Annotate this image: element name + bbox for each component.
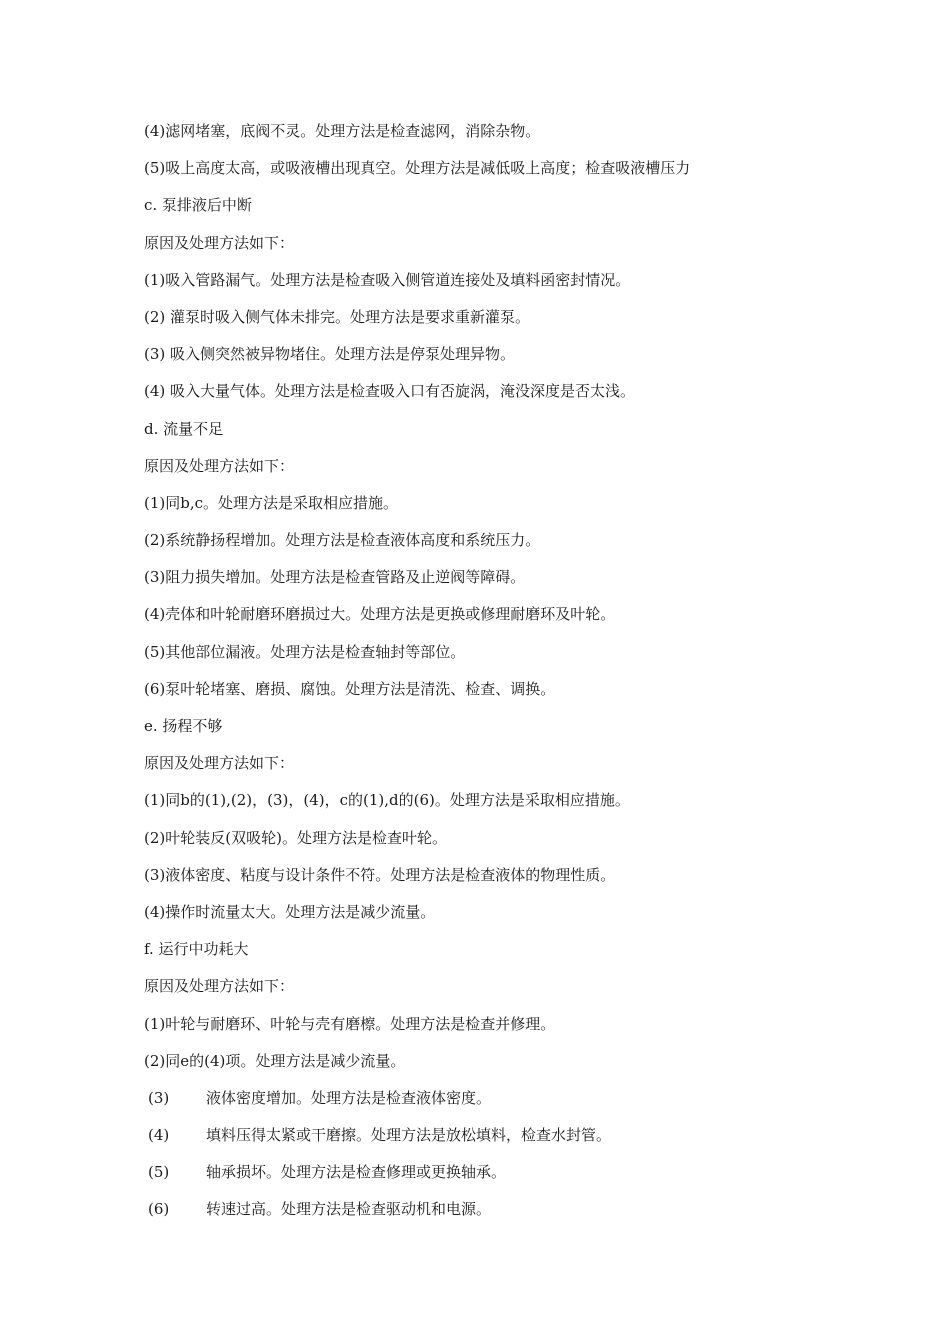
list-item-text: 轴承损坏。处理方法是检查修理或更换轴承。 [206, 1163, 507, 1182]
list-item-text: 转速过高。处理方法是检查驱动机和电源。 [206, 1200, 492, 1219]
text-line: (3)液体密度、粘度与设计条件不符。处理方法是检查液体的物理性质。 [144, 865, 616, 884]
text-line: (3) 吸入侧突然被异物堵住。处理方法是停泵处理异物。 [144, 345, 516, 364]
text-line: (2)系统静扬程增加。处理方法是检查液体高度和系统压力。 [144, 531, 541, 550]
list-item-text: 液体密度增加。处理方法是检查液体密度。 [206, 1088, 492, 1107]
document-body [144, 116, 824, 1232]
text-line: 原因及处理方法如下： [144, 977, 295, 996]
text-line: (5)其他部位漏液。处理方法是检查轴封等部位。 [144, 642, 466, 661]
text-line: (4)操作时流量太大。处理方法是减少流量。 [144, 902, 436, 921]
list-item-number: (4) [148, 1126, 170, 1145]
text-line: (1)吸入管路漏气。处理方法是检查吸入侧管道连接处及填料函密封情况。 [144, 270, 631, 289]
list-item-text: 填料压得太紧或干磨擦。处理方法是放松填料，检查水封管。 [206, 1126, 612, 1145]
list-item-number: (3) [148, 1088, 170, 1107]
text-line: (1)同b,c。处理方法是采取相应措施。 [144, 493, 399, 512]
text-line: (1)叶轮与耐磨环、叶轮与壳有磨檫。处理方法是检查并修理。 [144, 1014, 556, 1033]
text-line: (4) 吸入大量气体。处理方法是检查吸入口有否旋涡，淹没深度是否太浅。 [144, 382, 636, 401]
text-line: (4)壳体和叶轮耐磨环磨损过大。处理方法是更换或修理耐磨环及叶轮。 [144, 605, 616, 624]
section-heading: e. 扬程不够 [144, 717, 223, 735]
section-heading: d. 流量不足 [144, 419, 224, 438]
text-line: (1)同b的(1),(2)，(3)，(4)，c的(1),d的(6)。处理方法是采取相应措施。 [144, 791, 630, 810]
list-item [144, 1157, 824, 1194]
list-item [144, 1194, 824, 1231]
list-item-number: (6) [148, 1200, 170, 1219]
list-item-number: (5) [148, 1163, 170, 1182]
list-item [144, 1120, 824, 1157]
text-line: 原因及处理方法如下： [144, 456, 295, 475]
text-line: (4)滤网堵塞，底阀不灵。处理方法是检查滤网，消除杂物。 [144, 122, 541, 140]
text-line: (3)阻力损失增加。处理方法是检查管路及止逆阀等障碍。 [144, 568, 526, 587]
list-item [144, 1083, 824, 1120]
text-line: (2)叶轮装反(双吸轮)。处理方法是检查叶轮。 [144, 828, 447, 847]
text-line: (2) 灌泵时吸入侧气体未排完。处理方法是要求重新灌泵。 [144, 307, 531, 326]
text-line: 原因及处理方法如下： [144, 233, 295, 252]
text-line: (6)泵叶轮堵塞、磨损、腐蚀。处理方法是清洗、检查、调换。 [144, 679, 556, 698]
text-line: (5)吸上高度太高，或吸液槽出现真空。处理方法是减低吸上高度；检查吸液槽压力 [144, 159, 691, 178]
text-line: (2)同e的(4)项。处理方法是减少流量。 [144, 1051, 406, 1070]
text-line: 原因及处理方法如下： [144, 754, 295, 773]
section-heading: f. 运行中功耗大 [144, 940, 249, 959]
section-heading: c. 泵排液后中断 [144, 196, 252, 215]
